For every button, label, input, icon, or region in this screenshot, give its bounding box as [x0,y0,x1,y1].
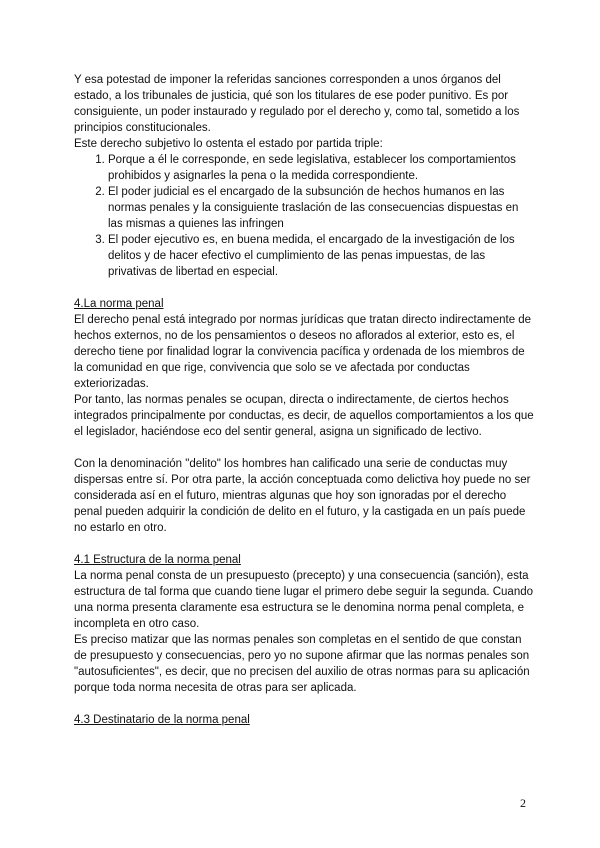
intro-paragraph-2: Este derecho subjetivo lo ostenta el estado por partida triple: [74,138,383,150]
list-item: 1. Porque a él le corresponde, en sede legislativa, establecer los comportamientos prohibidos y asignarles la pena o la medida correspondiente. [108,152,534,184]
document-page [74,72,534,728]
list-item: 2. El poder judicial es el encargado de la subsunción de hechos humanos en las normas penales y la consiguiente traslación de las consecuencias dispuestas en las mismas a quienes las infringen [108,184,534,232]
page-number: 2 [520,796,526,810]
section-4-1-paragraph-1: La norma penal consta de un presupuesto (precepto) y una consecuencia (sanción), esta estructura de tal forma que cuando tiene lugar el primero debe seguir la segunda. Cuando una norma presenta claramente esa estructura se le denomina norma penal completa, e incompleta en otro caso. [74,570,534,630]
intro-paragraph-1: Y esa potestad de imponer la referidas sanciones corresponden a unos órganos del estado, a los tribunales de justicia, qué son los titulares de ese poder punitivo. Es por consiguiente, un poder instaurado y regulado por el derecho y, como tal, sometido a los principios constitucionales. [74,74,520,134]
spacer [74,696,534,712]
spacer [74,440,534,456]
section-heading-4-3: 4.3 Destinatario de la norma penal [74,714,250,726]
section-4-paragraph-1: El derecho penal está integrado por normas jurídicas que tratan directo indirectamente de hechos externos, no de los pensamientos o deseos no aflorados al exterior, esto es, el derecho tiene por finalidad lograr la convivencia pacífica y ordenada de los miembros de la comunidad en que rige, convivencia que solo se ve afectada por conductas exteriorizadas. [74,314,532,390]
triple-power-list [74,152,534,280]
section-4-paragraph-2: Por tanto, las normas penales se ocupan, directa o indirectamente, de ciertos hechos integrados principalmente por conductas, es decir, de aquellos comportamientos a los que el legislador, haciéndose eco del sentir general, asigna un significado de lectivo. [74,394,534,438]
section-heading-4-1: 4.1 Estructura de la norma penal [74,554,241,566]
section-4-paragraph-3: Con la denominación "delito" los hombres han calificado una serie de conductas muy dispersas entre sí. Por otra parte, la acción conceptuada como delictiva hoy puede no ser considerada así en el futuro, mientras algunas que hoy son ignoradas por el derecho penal pueden adquirir la condición de delito en el futuro, y la castigada en un país puede no estarlo en otro. [74,458,531,534]
spacer [74,280,534,296]
section-4-1-paragraph-2: Es preciso matizar que las normas penales son completas en el sentido de que constan de presupuesto y consecuencias, pero yo no supone afirmar que las normas penales son "autosuficientes", es decir, que no precisen del auxilio de otras normas para su aplicación porque toda norma necesita de otras para ser aplicada. [74,634,530,694]
spacer [74,536,534,552]
list-item: 3. El poder ejecutivo es, en buena medida, el encargado de la investigación de los delitos y de hacer efectivo el cumplimiento de las penas impuestas, de las privativas de libertad en especial. [108,232,534,280]
section-heading-4: 4.La norma penal [74,298,164,310]
